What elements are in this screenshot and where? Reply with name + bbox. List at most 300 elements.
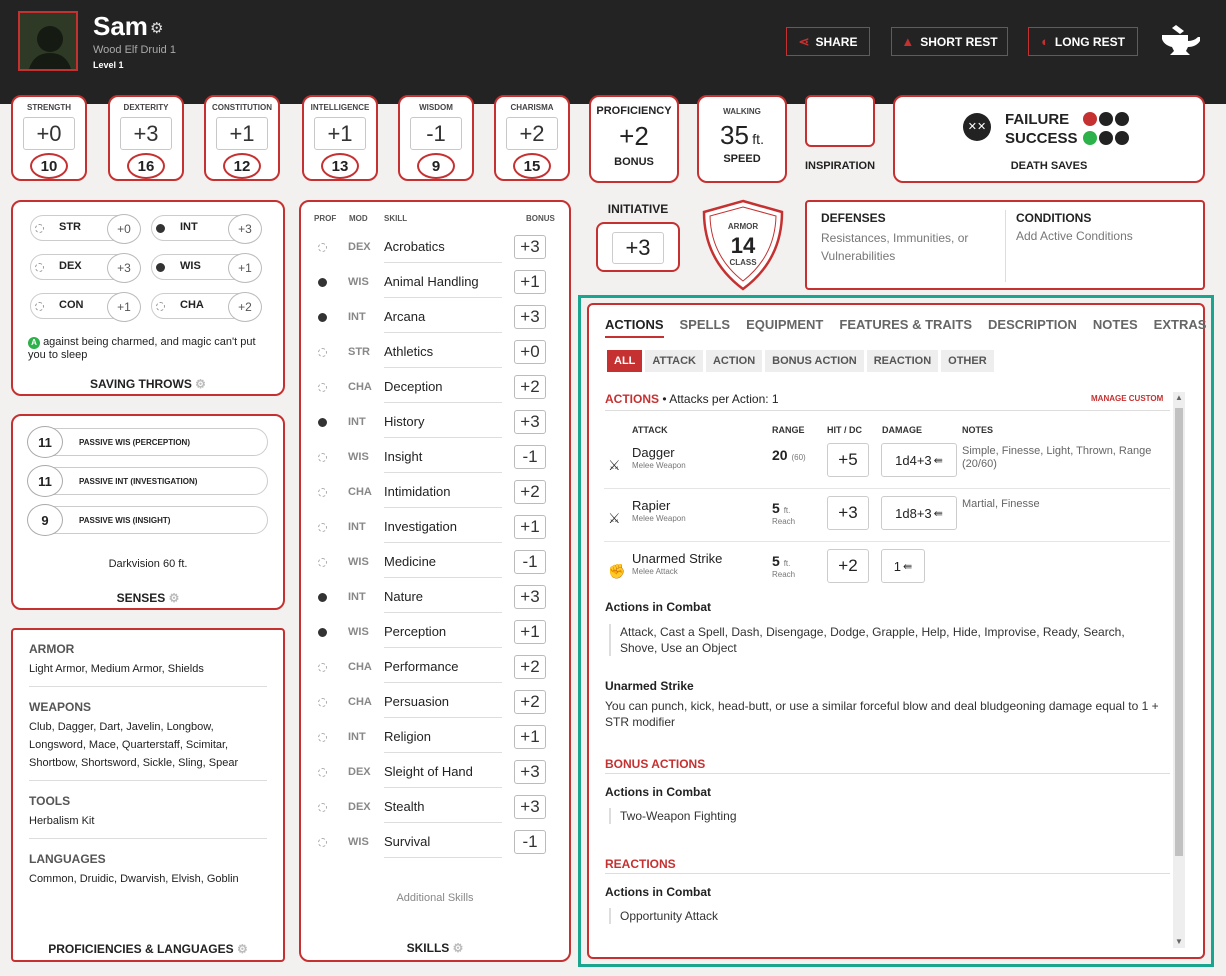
skill-bonus: +0 (514, 340, 546, 364)
skill-row[interactable] (312, 338, 552, 368)
success-dot[interactable] (1099, 131, 1113, 145)
skill-name: History (384, 414, 502, 438)
skill-bonus: +1 (514, 620, 546, 644)
saving-throw-str[interactable] (30, 215, 140, 241)
skill-modifier: CHA (348, 381, 372, 393)
skill-row[interactable] (312, 513, 552, 543)
initiative-value: +3 (612, 232, 664, 264)
skill-modifier: INT (348, 416, 366, 428)
proficiency-dot (318, 663, 327, 672)
skill-row[interactable] (312, 758, 552, 788)
divider (605, 773, 1170, 774)
skill-row[interactable] (312, 793, 552, 823)
saving-throw-bonus: +0 (107, 214, 141, 244)
passive-sense-label: PASSIVE WIS (PERCEPTION) (79, 438, 190, 447)
col-damage: DAMAGE (882, 425, 922, 435)
unarmed-strike-text: You can punch, kick, head-butt, or use a similar forceful blow and deal bludgeoning damage equal to 1 + STR modifier (605, 699, 1159, 729)
skill-bonus: +2 (514, 655, 546, 679)
range-value: 5 (772, 553, 780, 569)
ability-strength[interactable] (11, 95, 87, 181)
darkvision-text: Darkvision 60 ft. (108, 558, 188, 570)
ability-modifier: +0 (23, 117, 75, 150)
ability-score: 13 (321, 153, 359, 179)
skill-bonus: +2 (514, 690, 546, 714)
combat-actions-heading: Actions in Combat (605, 600, 712, 614)
saving-throw-bonus: +3 (228, 214, 262, 244)
attack-range (772, 500, 790, 516)
skills-header-bonus: BONUS (526, 214, 555, 223)
range-reach: Reach (772, 517, 796, 526)
skill-modifier: INT (348, 521, 366, 533)
character-name: Sam (93, 11, 148, 41)
defenses-text: Resistances, Immunities, or Vulnerabilities (821, 231, 969, 263)
fist-icon: ✊ (608, 563, 626, 579)
skill-bonus: -1 (514, 445, 546, 469)
senses-title-text: SENSES (116, 591, 166, 605)
ability-wisdom[interactable] (398, 95, 474, 181)
attack-type: Melee Weapon (632, 461, 686, 470)
armor-bottom-label: CLASS (729, 258, 757, 267)
skill-bonus: +2 (514, 375, 546, 399)
unarmed-strike-heading: Unarmed Strike (605, 679, 694, 693)
success-dots (1081, 130, 1129, 145)
skill-name: Arcana (384, 309, 502, 333)
languages-section (29, 852, 269, 888)
anvil-logo-icon[interactable] (1158, 21, 1202, 57)
initiative-box (596, 222, 680, 272)
hit-bonus-button[interactable]: +2 (827, 549, 869, 583)
failure-label: FAILURE (1005, 111, 1070, 128)
ability-label: CONSTITUTION (212, 103, 272, 112)
proficiency-dot (318, 348, 327, 357)
filter-action[interactable]: ACTION (706, 350, 762, 372)
skill-row[interactable] (312, 443, 552, 473)
range-reach: Reach (772, 570, 796, 579)
tab-features-traits[interactable]: FEATURES & TRAITS (839, 317, 973, 332)
failure-dots (1081, 111, 1129, 126)
proficiency-dot (318, 488, 327, 497)
damage-button[interactable] (881, 549, 925, 583)
death-saves-box (893, 95, 1205, 183)
saving-throw-bonus: +1 (107, 292, 141, 322)
gear-icon[interactable]: ⚙ (452, 941, 464, 955)
tab-extras[interactable]: EXTRAS (1153, 317, 1207, 332)
tools-heading: TOOLS (29, 794, 71, 808)
gear-icon[interactable]: ⚙ (236, 942, 248, 956)
saving-throw-bonus: +2 (228, 292, 262, 322)
skill-modifier: DEX (348, 801, 371, 813)
hit-bonus-button[interactable]: +5 (827, 443, 869, 477)
proficiencies-box (11, 628, 285, 962)
primary-tabs (605, 317, 1222, 332)
failure-dot[interactable] (1115, 112, 1129, 126)
scroll-up-icon[interactable]: ▲ (1175, 393, 1183, 402)
tools-list: Herbalism Kit (29, 815, 95, 827)
divider (1005, 210, 1006, 282)
proficiency-bonus-box (589, 95, 679, 183)
failure-dot[interactable] (1083, 112, 1097, 126)
ability-modifier: +1 (216, 117, 268, 150)
skill-name: Religion (384, 729, 502, 753)
skill-name: Performance (384, 659, 502, 683)
col-hit: HIT / DC (827, 425, 862, 435)
skill-bonus: +1 (514, 270, 546, 294)
bonus-actions-heading: BONUS ACTIONS (605, 757, 706, 771)
ability-modifier: +3 (120, 117, 172, 150)
divider (29, 838, 267, 839)
ability-modifier: +2 (506, 117, 558, 150)
passive-sense[interactable] (28, 428, 268, 456)
divider (29, 780, 267, 781)
passive-sense-value: 11 (27, 426, 63, 458)
proficiency-title: PROFICIENCY (596, 105, 672, 117)
divider (29, 686, 267, 687)
saving-throw-name: DEX (59, 260, 82, 272)
skill-modifier: WIS (348, 626, 369, 638)
skill-row[interactable] (312, 723, 552, 753)
attack-name: Rapier (632, 498, 671, 513)
actions-heading: ACTIONS (605, 392, 659, 406)
tab-actions[interactable]: ACTIONS (605, 317, 664, 338)
saving-throw-name: STR (59, 221, 81, 233)
skill-row[interactable] (312, 408, 552, 438)
filter-pills (607, 350, 997, 372)
reactions-combat-list[interactable]: Opportunity Attack (609, 908, 909, 924)
skill-row[interactable] (312, 303, 552, 333)
proficiency-dot (35, 302, 44, 311)
attack-type: Melee Weapon (632, 514, 686, 523)
filter-bonus-action[interactable]: BONUS ACTION (765, 350, 864, 372)
attack-row[interactable] (604, 490, 1170, 542)
death-saves-title: DEATH SAVES (1010, 160, 1088, 172)
skill-bonus: +3 (514, 795, 546, 819)
range-long: (60) (791, 453, 806, 462)
ability-label: STRENGTH (27, 103, 71, 112)
reactions-heading: REACTIONS (605, 857, 676, 871)
passive-sense-label: PASSIVE INT (INVESTIGATION) (79, 477, 198, 486)
armor-top-label: ARMOR (727, 222, 759, 231)
filter-attack[interactable]: ATTACK (645, 350, 703, 372)
proficiency-dot (318, 698, 327, 707)
scrollbar[interactable] (1173, 392, 1185, 948)
reactions-combat-heading: Actions in Combat (605, 885, 712, 899)
range-value: 5 (772, 500, 780, 516)
filter-reaction[interactable]: REACTION (867, 350, 938, 372)
skill-name: Animal Handling (384, 274, 502, 298)
ability-score: 15 (513, 153, 551, 179)
speed-value: 35 (720, 120, 749, 150)
speed-title: WALKING (723, 107, 761, 116)
skull-icon: ✕✕ (963, 113, 991, 141)
proficiencies-title (13, 942, 283, 956)
skill-modifier: DEX (348, 766, 371, 778)
passive-sense[interactable] (28, 467, 268, 495)
inspiration-toggle[interactable] (805, 95, 875, 147)
skill-modifier: DEX (348, 241, 371, 253)
tools-section (29, 794, 269, 830)
divider (605, 410, 1170, 411)
attack-range (772, 553, 790, 569)
proficiency-label: BONUS (614, 156, 654, 168)
ability-constitution[interactable] (204, 95, 280, 181)
success-label: SUCCESS (1005, 130, 1078, 147)
proficiency-dot (318, 523, 327, 532)
attack-type: Melee Attack (632, 567, 678, 576)
character-header (0, 0, 1226, 104)
bonus-combat-heading: Actions in Combat (605, 785, 712, 799)
filter-other[interactable]: OTHER (941, 350, 994, 372)
short-rest-label: SHORT REST (920, 34, 998, 49)
gear-icon[interactable]: ⚙ (150, 20, 164, 37)
damage-value: 1 (893, 558, 901, 574)
ability-label: DEXTERITY (123, 103, 169, 112)
crossed-swords-icon: ⚔ (608, 457, 621, 473)
success-dot[interactable] (1115, 131, 1129, 145)
skill-modifier: INT (348, 591, 366, 603)
proficiency-dot (318, 418, 327, 427)
proficiency-value: +2 (619, 121, 649, 151)
scrollbar-thumb[interactable] (1175, 408, 1183, 856)
col-range: RANGE (772, 425, 805, 435)
skill-row[interactable] (312, 653, 552, 683)
proficiency-dot (156, 263, 165, 272)
bonus-combat-list[interactable]: Two-Weapon Fighting (609, 808, 909, 824)
attack-name: Dagger (632, 445, 675, 460)
ability-dexterity[interactable] (108, 95, 184, 181)
moon-icon: ◐ (1041, 34, 1049, 49)
skill-row[interactable] (312, 828, 552, 858)
proficiency-dot (318, 558, 327, 567)
skill-modifier: WIS (348, 836, 369, 848)
share-icon: ⋖ (798, 33, 810, 49)
saving-throw-note-text: against being charmed, and magic can't put you to sleep (28, 336, 256, 361)
damage-button[interactable] (881, 443, 957, 477)
attacks-per-action: • Attacks per Action: 1 (662, 392, 779, 406)
skill-bonus: +3 (514, 410, 546, 434)
proficiency-dot (318, 628, 327, 637)
skill-row[interactable] (312, 688, 552, 718)
saving-throws-title-text: SAVING THROWS (90, 377, 192, 391)
skill-modifier: INT (348, 731, 366, 743)
combat-actions-list[interactable]: Attack, Cast a Spell, Dash, Disengage, Dodge, Grapple, Help, Hide, Improvise, Ready, Search, Shove, Use an Object (609, 624, 1165, 656)
tab-description[interactable]: DESCRIPTION (988, 317, 1077, 332)
share-button[interactable] (786, 27, 870, 56)
ability-score: 12 (223, 153, 261, 179)
proficiency-dot (318, 803, 327, 812)
skill-row[interactable] (312, 373, 552, 403)
attack-notes: Martial, Finesse (962, 498, 1040, 510)
languages-heading: LANGUAGES (29, 852, 106, 866)
walking-speed-box (697, 95, 787, 183)
attack-row[interactable] (604, 543, 1170, 595)
skill-name: Persuasion (384, 694, 502, 718)
damage-type-icon: ⇚ (903, 560, 913, 573)
damage-type-icon: ⇚ (933, 454, 943, 467)
col-attack: ATTACK (632, 425, 668, 435)
proficiency-dot (318, 278, 327, 287)
proficiency-dot (35, 263, 44, 272)
ability-modifier: -1 (410, 117, 462, 150)
proficiency-dot (318, 453, 327, 462)
saving-throw-wis[interactable] (151, 254, 261, 280)
skill-bonus: -1 (514, 550, 546, 574)
weapons-list: Club, Dagger, Dart, Javelin, Longbow, Longsword, Mace, Quarterstaff, Scimitar, Shortbow, Shortsword, Sickle, Sling, Spear (29, 721, 239, 769)
share-label: SHARE (815, 34, 858, 49)
gear-icon[interactable]: ⚙ (195, 377, 206, 391)
proficiency-dot (35, 224, 44, 233)
senses-title (11, 591, 285, 605)
skill-row[interactable] (312, 583, 552, 613)
ability-modifier: +1 (314, 117, 366, 150)
range-long: ft. (783, 559, 791, 568)
skill-bonus: +1 (514, 725, 546, 749)
skill-bonus: +2 (514, 480, 546, 504)
skill-name: Perception (384, 624, 502, 648)
initiative-label: INITIATIVE (607, 202, 669, 216)
attack-range (772, 447, 806, 463)
armor-list: Light Armor, Medium Armor, Shields (29, 663, 204, 675)
inspiration-label: INSPIRATION (804, 160, 876, 172)
success-dot[interactable] (1083, 131, 1097, 145)
tab-spells[interactable]: SPELLS (679, 317, 731, 332)
saving-throw-dex[interactable] (30, 254, 140, 280)
passive-sense-label: PASSIVE WIS (INSIGHT) (79, 516, 171, 525)
ability-label: INTELLIGENCE (310, 103, 370, 112)
skill-modifier: INT (348, 311, 366, 323)
damage-type-icon: ⇚ (933, 507, 943, 520)
skill-row[interactable] (312, 268, 552, 298)
ability-score: 10 (30, 153, 68, 179)
skill-row[interactable] (312, 478, 552, 508)
crossed-swords-icon: ⚔ (608, 510, 621, 526)
filter-all[interactable]: ALL (607, 350, 642, 372)
ability-score: 9 (417, 153, 455, 179)
saving-throw-cha[interactable] (151, 293, 261, 319)
weapons-section (29, 700, 269, 772)
weapons-heading: WEAPONS (29, 700, 92, 714)
skill-name: Stealth (384, 799, 502, 823)
short-rest-button[interactable] (891, 27, 1008, 56)
proficiency-dot (318, 593, 327, 602)
skills-title (299, 941, 571, 955)
ability-label: CHARISMA (510, 103, 554, 112)
proficiencies-title-text: PROFICIENCIES & LANGUAGES (48, 942, 234, 956)
attack-row[interactable] (604, 437, 1170, 489)
actions-heading-row (605, 392, 779, 406)
armor-heading: ARMOR (29, 642, 75, 656)
damage-value: 1d4+3 (895, 452, 932, 468)
skill-bonus: -1 (514, 830, 546, 854)
saving-throw-int[interactable] (151, 215, 261, 241)
attack-name: Unarmed Strike (632, 551, 723, 566)
saving-throw-bonus: +1 (228, 253, 262, 283)
tab-notes[interactable]: NOTES (1092, 317, 1138, 332)
saving-throw-name: INT (180, 221, 198, 233)
passive-sense-value: 9 (27, 504, 63, 536)
manage-custom-link[interactable]: MANAGE CUSTOM (1091, 394, 1164, 403)
skill-name: Intimidation (384, 484, 502, 508)
proficiency-dot (156, 224, 165, 233)
saving-throw-name: CON (59, 299, 84, 311)
skill-modifier: STR (348, 346, 370, 358)
long-rest-label: LONG REST (1054, 34, 1125, 49)
skill-name: Survival (384, 834, 502, 858)
skill-name: Acrobatics (384, 239, 502, 263)
speed-label: SPEED (723, 153, 761, 165)
passive-sense[interactable] (28, 506, 268, 534)
skill-bonus: +3 (514, 305, 546, 329)
speed-unit: ft. (752, 131, 764, 147)
damage-value: 1d8+3 (895, 505, 932, 521)
damage-button[interactable] (881, 496, 957, 530)
failure-dot[interactable] (1099, 112, 1113, 126)
proficiency-dot (318, 768, 327, 777)
skill-name: Sleight of Hand (384, 764, 502, 788)
range-long: ft. (783, 506, 791, 515)
col-notes: NOTES (962, 425, 994, 435)
skill-modifier: WIS (348, 276, 369, 288)
race-class: Wood Elf Druid 1 (93, 44, 176, 56)
saving-throw-con[interactable] (30, 293, 140, 319)
skill-bonus: +3 (514, 760, 546, 784)
skill-modifier: CHA (348, 661, 372, 673)
skill-bonus: +3 (514, 585, 546, 609)
skill-row[interactable] (312, 548, 552, 578)
saving-throw-note (28, 336, 268, 362)
proficiency-dot (318, 313, 327, 322)
long-rest-button[interactable] (1028, 27, 1138, 56)
character-avatar[interactable] (18, 11, 78, 71)
passive-sense-value: 11 (27, 465, 63, 497)
saving-throws-title (11, 377, 285, 391)
skill-name: Medicine (384, 554, 502, 578)
proficiency-dot (318, 733, 327, 742)
skill-modifier: CHA (348, 486, 372, 498)
attack-notes: Simple, Finesse, Light, Thrown, Range (20/60) (962, 445, 1152, 470)
advantage-icon: A (28, 337, 40, 349)
scroll-down-icon[interactable]: ▼ (1175, 937, 1183, 946)
saving-throw-name: WIS (180, 260, 201, 272)
defenses-title[interactable]: DEFENSES (821, 211, 886, 225)
range-value: 20 (772, 447, 788, 463)
skill-row[interactable] (312, 618, 552, 648)
skills-header-prof: PROF (314, 214, 337, 223)
skill-name: Insight (384, 449, 502, 473)
saving-throw-bonus: +3 (107, 253, 141, 283)
skill-bonus: +1 (514, 515, 546, 539)
saving-throw-name: CHA (180, 299, 204, 311)
skill-modifier: CHA (348, 696, 372, 708)
proficiency-dot (156, 302, 165, 311)
additional-skills-link[interactable]: Additional Skills (396, 892, 474, 904)
skills-header-skill: SKILL (384, 214, 408, 223)
conditions-text: Add Active Conditions (1016, 229, 1133, 243)
skill-name: Nature (384, 589, 502, 613)
ability-charisma[interactable] (494, 95, 570, 181)
skill-name: Athletics (384, 344, 502, 368)
skills-header-mod: MOD (349, 214, 368, 223)
ability-label: WISDOM (419, 103, 453, 112)
tab-equipment[interactable]: EQUIPMENT (746, 317, 824, 332)
campfire-icon: ▲ (901, 34, 915, 49)
ability-intelligence[interactable] (302, 95, 378, 181)
gear-icon[interactable]: ⚙ (168, 591, 180, 605)
skill-row[interactable] (312, 233, 552, 263)
skill-modifier: WIS (348, 451, 369, 463)
skill-name: Investigation (384, 519, 502, 543)
conditions-title[interactable]: CONDITIONS (1016, 211, 1092, 225)
hit-bonus-button[interactable]: +3 (827, 496, 869, 530)
